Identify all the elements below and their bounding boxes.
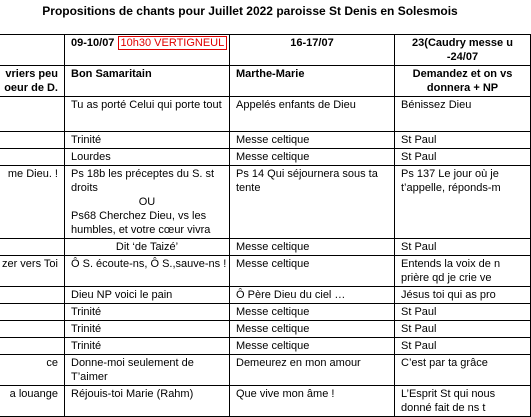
location-note: 10h30 VERTIGNEUL [118, 36, 228, 50]
table-cell: Messe celtique [230, 256, 395, 287]
table-cell: C’est par ta grâce [395, 355, 531, 386]
theme-row [0, 66, 531, 97]
date-label: 16-17/07 [290, 37, 334, 49]
theme-cell-3 [395, 66, 531, 97]
table-cell: St Paul [395, 149, 531, 166]
table-cell-label: me Dieu. ! [0, 166, 65, 239]
table-cell-label [0, 97, 65, 132]
theme-line2: donnera + NP [426, 82, 499, 94]
table-cell: Messe celtique [230, 132, 395, 149]
table-cell: Dieu NP voici le pain [65, 287, 230, 304]
table-cell-label: a louange [0, 386, 65, 417]
header-cell-empty [0, 35, 65, 66]
table-cell: Messe celtique [230, 239, 395, 256]
theme-cell-1: Bon Samaritain [65, 66, 230, 97]
table-cell-label: zer vers Toi [0, 256, 65, 287]
date-label-line2: -24/07 [446, 51, 479, 63]
theme-line2: oeur de D. [4, 82, 58, 94]
table-row [0, 321, 531, 338]
table-row [0, 355, 531, 386]
table-cell: Messe celtique [230, 321, 395, 338]
table-cell: Ô S. écoute-ns, Ô S.,sauve-ns ! [65, 256, 230, 287]
psalm-option-a: Ps 18b les préceptes du S. st droits [71, 168, 215, 194]
song-table [0, 34, 531, 417]
table-cell: Réjouis-toi Marie (Rahm) [65, 386, 230, 417]
table-cell: Trinité [65, 338, 230, 355]
table-cell: Lourdes [65, 149, 230, 166]
table-cell: Appelés enfants de Dieu [230, 97, 395, 132]
table-cell-label [0, 321, 65, 338]
table-row [0, 239, 531, 256]
table-row [0, 149, 531, 166]
table-cell: Que vive mon âme ! [230, 386, 395, 417]
table-cell: Entends la voix de n prière qd je crie ve [395, 256, 531, 287]
date-label: 09-10/07 [71, 37, 115, 49]
table-cell-label [0, 287, 65, 304]
table-row [0, 256, 531, 287]
table-row [0, 287, 531, 304]
document-title: Propositions de chants pour Juillet 2022 paroisse St Denis en Solesmois [42, 4, 458, 18]
table-cell: Dit ‘de Taizé’ [65, 239, 230, 256]
table-row [0, 386, 531, 417]
table-cell: Bénissez Dieu [395, 97, 531, 132]
table-cell: Trinité [65, 321, 230, 338]
table-cell: Trinité [65, 132, 230, 149]
table-row [0, 166, 531, 239]
table-cell: Ô Père Dieu du ciel … [230, 287, 395, 304]
table-cell-label [0, 149, 65, 166]
table-cell: Messe celtique [230, 338, 395, 355]
theme-cell-0 [0, 66, 65, 97]
table-cell-label [0, 338, 65, 355]
table-cell: Demeurez en mon amour [230, 355, 395, 386]
table-cell-label [0, 304, 65, 321]
header-cell-date-3 [395, 35, 531, 66]
table-cell: Tu as porté Celui qui porte tout [65, 97, 230, 132]
table-cell: Jésus toi qui as pro [395, 287, 531, 304]
table-row [0, 132, 531, 149]
theme-cell-2: Marthe-Marie [230, 66, 395, 97]
table-row [0, 304, 531, 321]
table-cell: Ps 14 Qui séjournera sous ta tente [230, 166, 395, 239]
table-cell: St Paul [395, 132, 531, 149]
header-cell-date-1 [65, 35, 230, 66]
table-cell-label [0, 132, 65, 149]
psalm-option-b: Ps68 Cherchez Dieu, vs les humbles, et votre cœur vivra [71, 210, 211, 236]
header-row [0, 35, 531, 66]
date-label-line1: 23(Caudry messe u [412, 37, 513, 49]
table-cell: St Paul [395, 338, 531, 355]
table-cell: St Paul [395, 321, 531, 338]
table-cell: Donne-moi seulement de T’aimer [65, 355, 230, 386]
table-row [0, 338, 531, 355]
header-cell-date-2 [230, 35, 395, 66]
table-row [0, 97, 531, 132]
table-cell: Messe celtique [230, 304, 395, 321]
table-cell: St Paul [395, 304, 531, 321]
or-separator: OU [138, 196, 156, 208]
theme-line1: vriers peu [5, 68, 58, 80]
table-cell: St Paul [395, 239, 531, 256]
theme-line1: Demandez et on vs [412, 68, 513, 80]
table-cell: L’Esprit St qui nous donné fait de ns t [395, 386, 531, 417]
table-cell: Messe celtique [230, 149, 395, 166]
song-table-area [0, 22, 513, 414]
table-cell-label: ce [0, 355, 65, 386]
table-cell: Ps 137 Le jour où je t’appelle, réponds-m [395, 166, 531, 239]
table-cell-label [0, 239, 65, 256]
table-cell: Trinité [65, 304, 230, 321]
table-cell [65, 166, 230, 239]
